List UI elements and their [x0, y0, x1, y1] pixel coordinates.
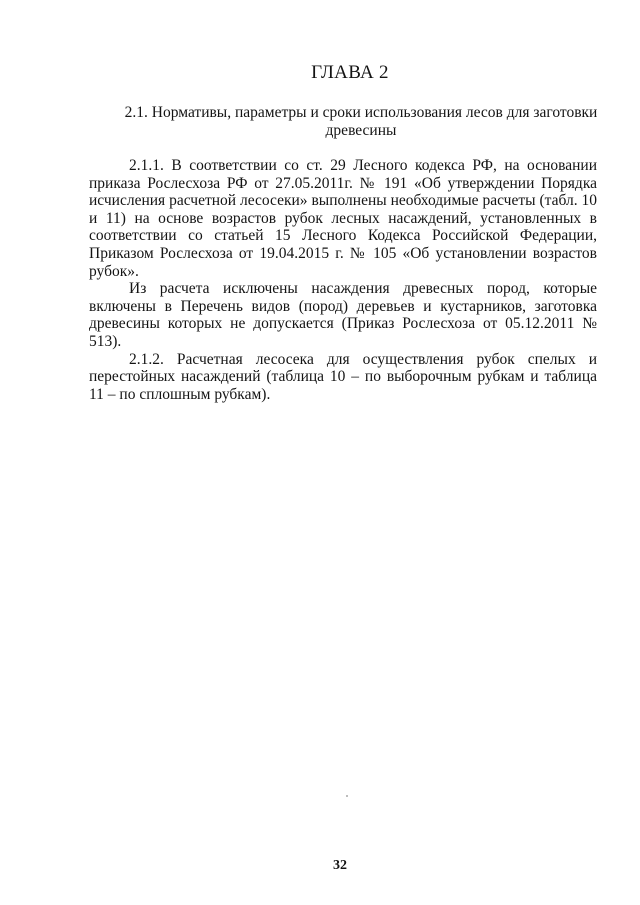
- page-number: 32: [333, 858, 347, 873]
- chapter-title: ГЛАВА 2: [311, 62, 389, 83]
- paragraph-exclusions: Из расчета исключены насаждения древесных пород, которые включены в Перечень видов (пород) деревьев и кустарников, заготовка древесины которых не допускается (Приказ Рослесхоза от 05.12.2011 № 513).: [89, 280, 597, 350]
- paragraph-2-1-2: 2.1.2. Расчетная лесосека для осуществления рубок спелых и перестойных насаждений (таблица 10 – по выборочным рубкам и таблица 11 – по сплошным рубкам).: [89, 350, 597, 403]
- document-body: [89, 157, 597, 403]
- paragraph-2-1-1: 2.1.1. В соответствии со ст. 29 Лесного кодекса РФ, на основании приказа Рослесхоза РФ от 27.05.2011г. № 191 «Об утверждении Порядка исчисления расчетной лесосеки» выполнены необходимые расчеты (табл. 10 и 11) на основе возрастов рубок лесных насаждений, установленных в соответствии со статьей 15 Лесного Кодекса Российской Федерации, Приказом Рослесхоза от 19.04.2015 г. № 105 «Об установлении возрастов рубок».: [89, 157, 597, 280]
- scan-speck: [346, 795, 348, 797]
- section-heading: 2.1. Нормативы, параметры и сроки использования лесов для заготовки древесины: [124, 104, 598, 139]
